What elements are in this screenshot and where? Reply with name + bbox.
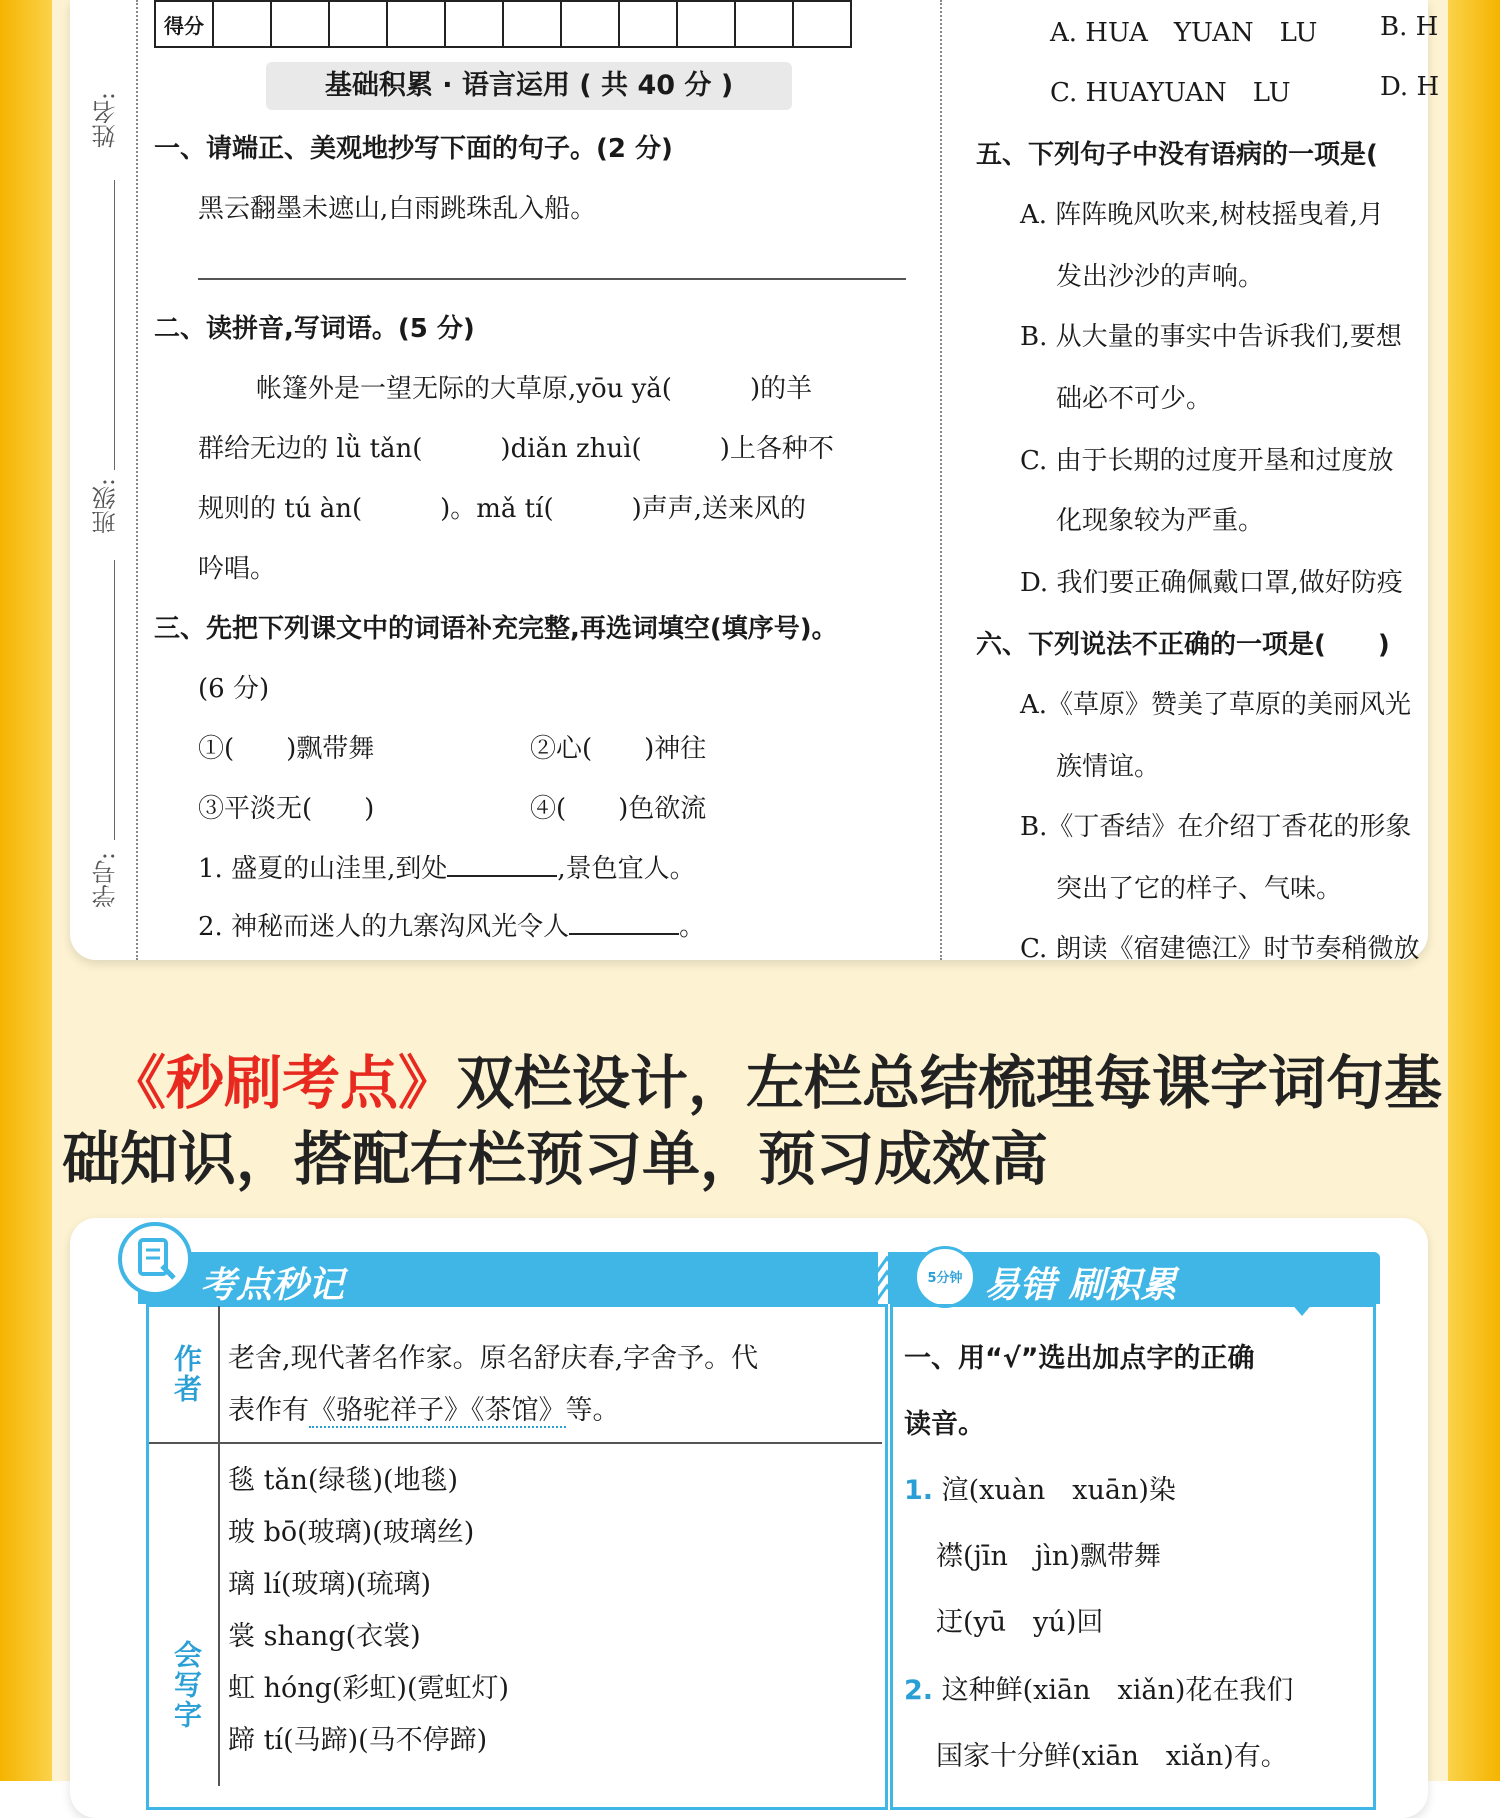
section-banner: 基础积累 · 语言运用 ( 共 40 分 ) <box>266 62 792 110</box>
author-text-1: 老舍,现代著名作家。原名舒庆春,字舍予。代 <box>228 1343 759 1374</box>
q3-sentence-1-end: ,景色宜人。 <box>557 854 696 884</box>
right-section-title: 易错 刷积累 <box>984 1265 1177 1306</box>
score-cell[interactable] <box>329 1 387 47</box>
q5-b-line2: 础必不可少。 <box>1056 384 1213 414</box>
author-text-2-start: 表作有 <box>228 1395 309 1426</box>
char-entry-3: 璃 lí(玻璃)(琉璃) <box>228 1569 431 1600</box>
q2-line-2: 群给无边的 lǜ tǎn( )diǎn zhuì( )上各种不 <box>198 434 834 464</box>
author-text-2 <box>228 1388 620 1427</box>
item-number-2: 2. <box>904 1675 934 1706</box>
timer-badge-icon <box>914 1246 976 1308</box>
headline-line-1 <box>108 1036 1442 1120</box>
q5-c-line1: C. 由于长期的过度开垦和过度放 <box>1020 446 1394 476</box>
option-c: C. HUAYUAN LU <box>1050 78 1291 108</box>
item-1a-text[interactable]: 渲(xuàn xuān)染 <box>941 1475 1176 1506</box>
class-label: 班级: <box>92 478 120 535</box>
q6-a-line2: 族情谊。 <box>1056 752 1161 782</box>
char-entry-6: 蹄 tí(马蹄)(马不停蹄) <box>228 1725 488 1756</box>
score-cell[interactable] <box>213 1 271 47</box>
q3-item-4: ④( )色欲流 <box>530 794 707 824</box>
binding-dotted-line <box>136 0 138 960</box>
q1-title: 一、请端正、美观地抄写下面的句子。(2 分) <box>154 134 673 164</box>
char-entry-2: 玻 bō(玻璃)(玻璃丝) <box>228 1517 475 1548</box>
item-number-1: 1. <box>904 1475 934 1506</box>
q5-b-line1: B. 从大量的事实中告诉我们,要想 <box>1020 322 1402 352</box>
right-q1-line1: 一、用“√”选出加点字的正确 <box>904 1343 1255 1374</box>
works-text: 《骆驼祥子》《茶馆》 <box>309 1395 566 1426</box>
q3-item-3: ③平淡无( ) <box>198 794 375 824</box>
score-cell[interactable] <box>445 1 503 47</box>
author-text-2-end: 等。 <box>565 1395 620 1426</box>
score-cell[interactable] <box>793 1 851 47</box>
q6-b-line2: 突出了它的样子、气味。 <box>1056 874 1343 904</box>
left-border <box>0 0 52 1781</box>
q3-item-1: ①( )飘带舞 <box>198 734 375 764</box>
q6-c-line1: C. 朗读《宿建德江》时节奏稍微放 <box>1020 934 1420 964</box>
right-item-2a <box>904 1668 1293 1707</box>
score-table <box>154 0 852 48</box>
q2-line-4: 吟唱。 <box>198 554 277 584</box>
q5-c-line2: 化现象较为严重。 <box>1056 506 1265 536</box>
q3-sentence-1 <box>198 848 696 885</box>
student-id-label: 学号: <box>92 852 120 909</box>
q5-a-line1: A. 阵阵晚风吹来,树枝摇曳着,月 <box>1020 200 1384 230</box>
exam-paper-card <box>70 0 1440 964</box>
column-divider <box>940 0 942 960</box>
author-row-divider <box>149 1442 882 1444</box>
q3-sentence-1-start: 1. 盛夏的山洼里,到处 <box>198 854 448 884</box>
q5-title: 五、下列句子中没有语病的一项是( <box>976 140 1378 170</box>
score-cell[interactable] <box>735 1 793 47</box>
headline-line-2: 础知识，搭配右栏预习单，预习成效高 <box>62 1125 1049 1193</box>
score-cell[interactable] <box>271 1 329 47</box>
q6-title: 六、下列说法不正确的一项是( ) <box>976 630 1390 660</box>
timer-badge-text: 5分钟 <box>927 1271 963 1286</box>
char-entry-5: 虹 hóng(彩虹)(霓虹灯) <box>228 1673 510 1704</box>
category-column-rule <box>218 1306 220 1786</box>
q6-b-line1: B.《丁香结》在介绍丁香花的形象 <box>1020 812 1412 842</box>
right-item-1b[interactable]: 襟(jīn jìn)飘带舞 <box>936 1541 1161 1572</box>
headline-text-1: 双栏设计，左栏总结梳理每课字词句基 <box>456 1049 1443 1117</box>
score-cell[interactable] <box>619 1 677 47</box>
char-entry-4: 裳 shang(衣裳) <box>228 1621 421 1652</box>
answer-blank[interactable] <box>569 911 679 935</box>
q3-item-2: ②心( )神往 <box>530 734 707 764</box>
q6-a-line1: A.《草原》赞美了草原的美丽风光 <box>1020 690 1412 720</box>
q3-sentence-2-start: 2. 神秘而迷人的九寨沟风光令人 <box>198 912 570 942</box>
q2-line-3: 规则的 tú àn( )。mǎ tí( )声声,送来风的 <box>198 494 806 524</box>
right-border <box>1448 0 1500 1781</box>
q3-score: (6 分) <box>198 674 270 704</box>
item-2a-text[interactable]: 这种鲜(xiān xiǎn)花在我们 <box>941 1675 1294 1706</box>
score-cell[interactable] <box>387 1 445 47</box>
score-cell[interactable] <box>503 1 561 47</box>
char-entry-1: 毯 tǎn(绿毯)(地毯) <box>228 1465 459 1496</box>
q2-line-1: 帐篷外是一望无际的大草原,yōu yǎ( )的羊 <box>256 374 813 404</box>
score-label: 得分 <box>155 1 213 47</box>
q1-writing-line[interactable] <box>198 278 906 280</box>
notebook-icon <box>118 1222 192 1296</box>
right-q1-line2: 读音。 <box>904 1409 985 1440</box>
option-b: B. H <box>1380 12 1439 42</box>
q2-title: 二、读拼音,写词语。(5 分) <box>154 314 475 344</box>
score-cell[interactable] <box>677 1 735 47</box>
q1-sentence: 黑云翻墨未遮山,白雨跳珠乱入船。 <box>198 194 597 224</box>
q5-d-line1: D. 我们要正确佩戴口罩,做好防疫 <box>1020 568 1403 598</box>
double-chevron-icon <box>874 1250 900 1304</box>
q3-title: 三、先把下列课文中的词语补充完整,再选词填空(填序号)。 <box>154 614 838 644</box>
score-cell[interactable] <box>561 1 619 47</box>
left-section-title: 考点秒记 <box>200 1265 345 1306</box>
brand-name: 《秒刷考点》 <box>108 1049 457 1117</box>
right-item-1a <box>904 1468 1176 1507</box>
write-chars-category-label: 会写字 <box>170 1640 203 1730</box>
name-label: 姓名: <box>92 92 120 149</box>
name-rule <box>114 180 115 470</box>
option-d: D. H <box>1380 72 1440 102</box>
q5-a-line2: 发出沙沙的声响。 <box>1056 262 1265 292</box>
q3-sentence-2 <box>198 906 705 943</box>
answer-blank[interactable] <box>447 853 557 877</box>
class-rule <box>114 560 115 840</box>
author-category-label: 作者 <box>170 1344 203 1404</box>
q3-sentence-2-end: 。 <box>679 912 706 942</box>
right-item-1c[interactable]: 迂(yū yú)回 <box>936 1607 1104 1638</box>
right-item-2b[interactable]: 国家十分鲜(xiān xiǎn)有。 <box>936 1741 1288 1772</box>
option-a: A. HUA YUAN LU <box>1050 18 1318 48</box>
